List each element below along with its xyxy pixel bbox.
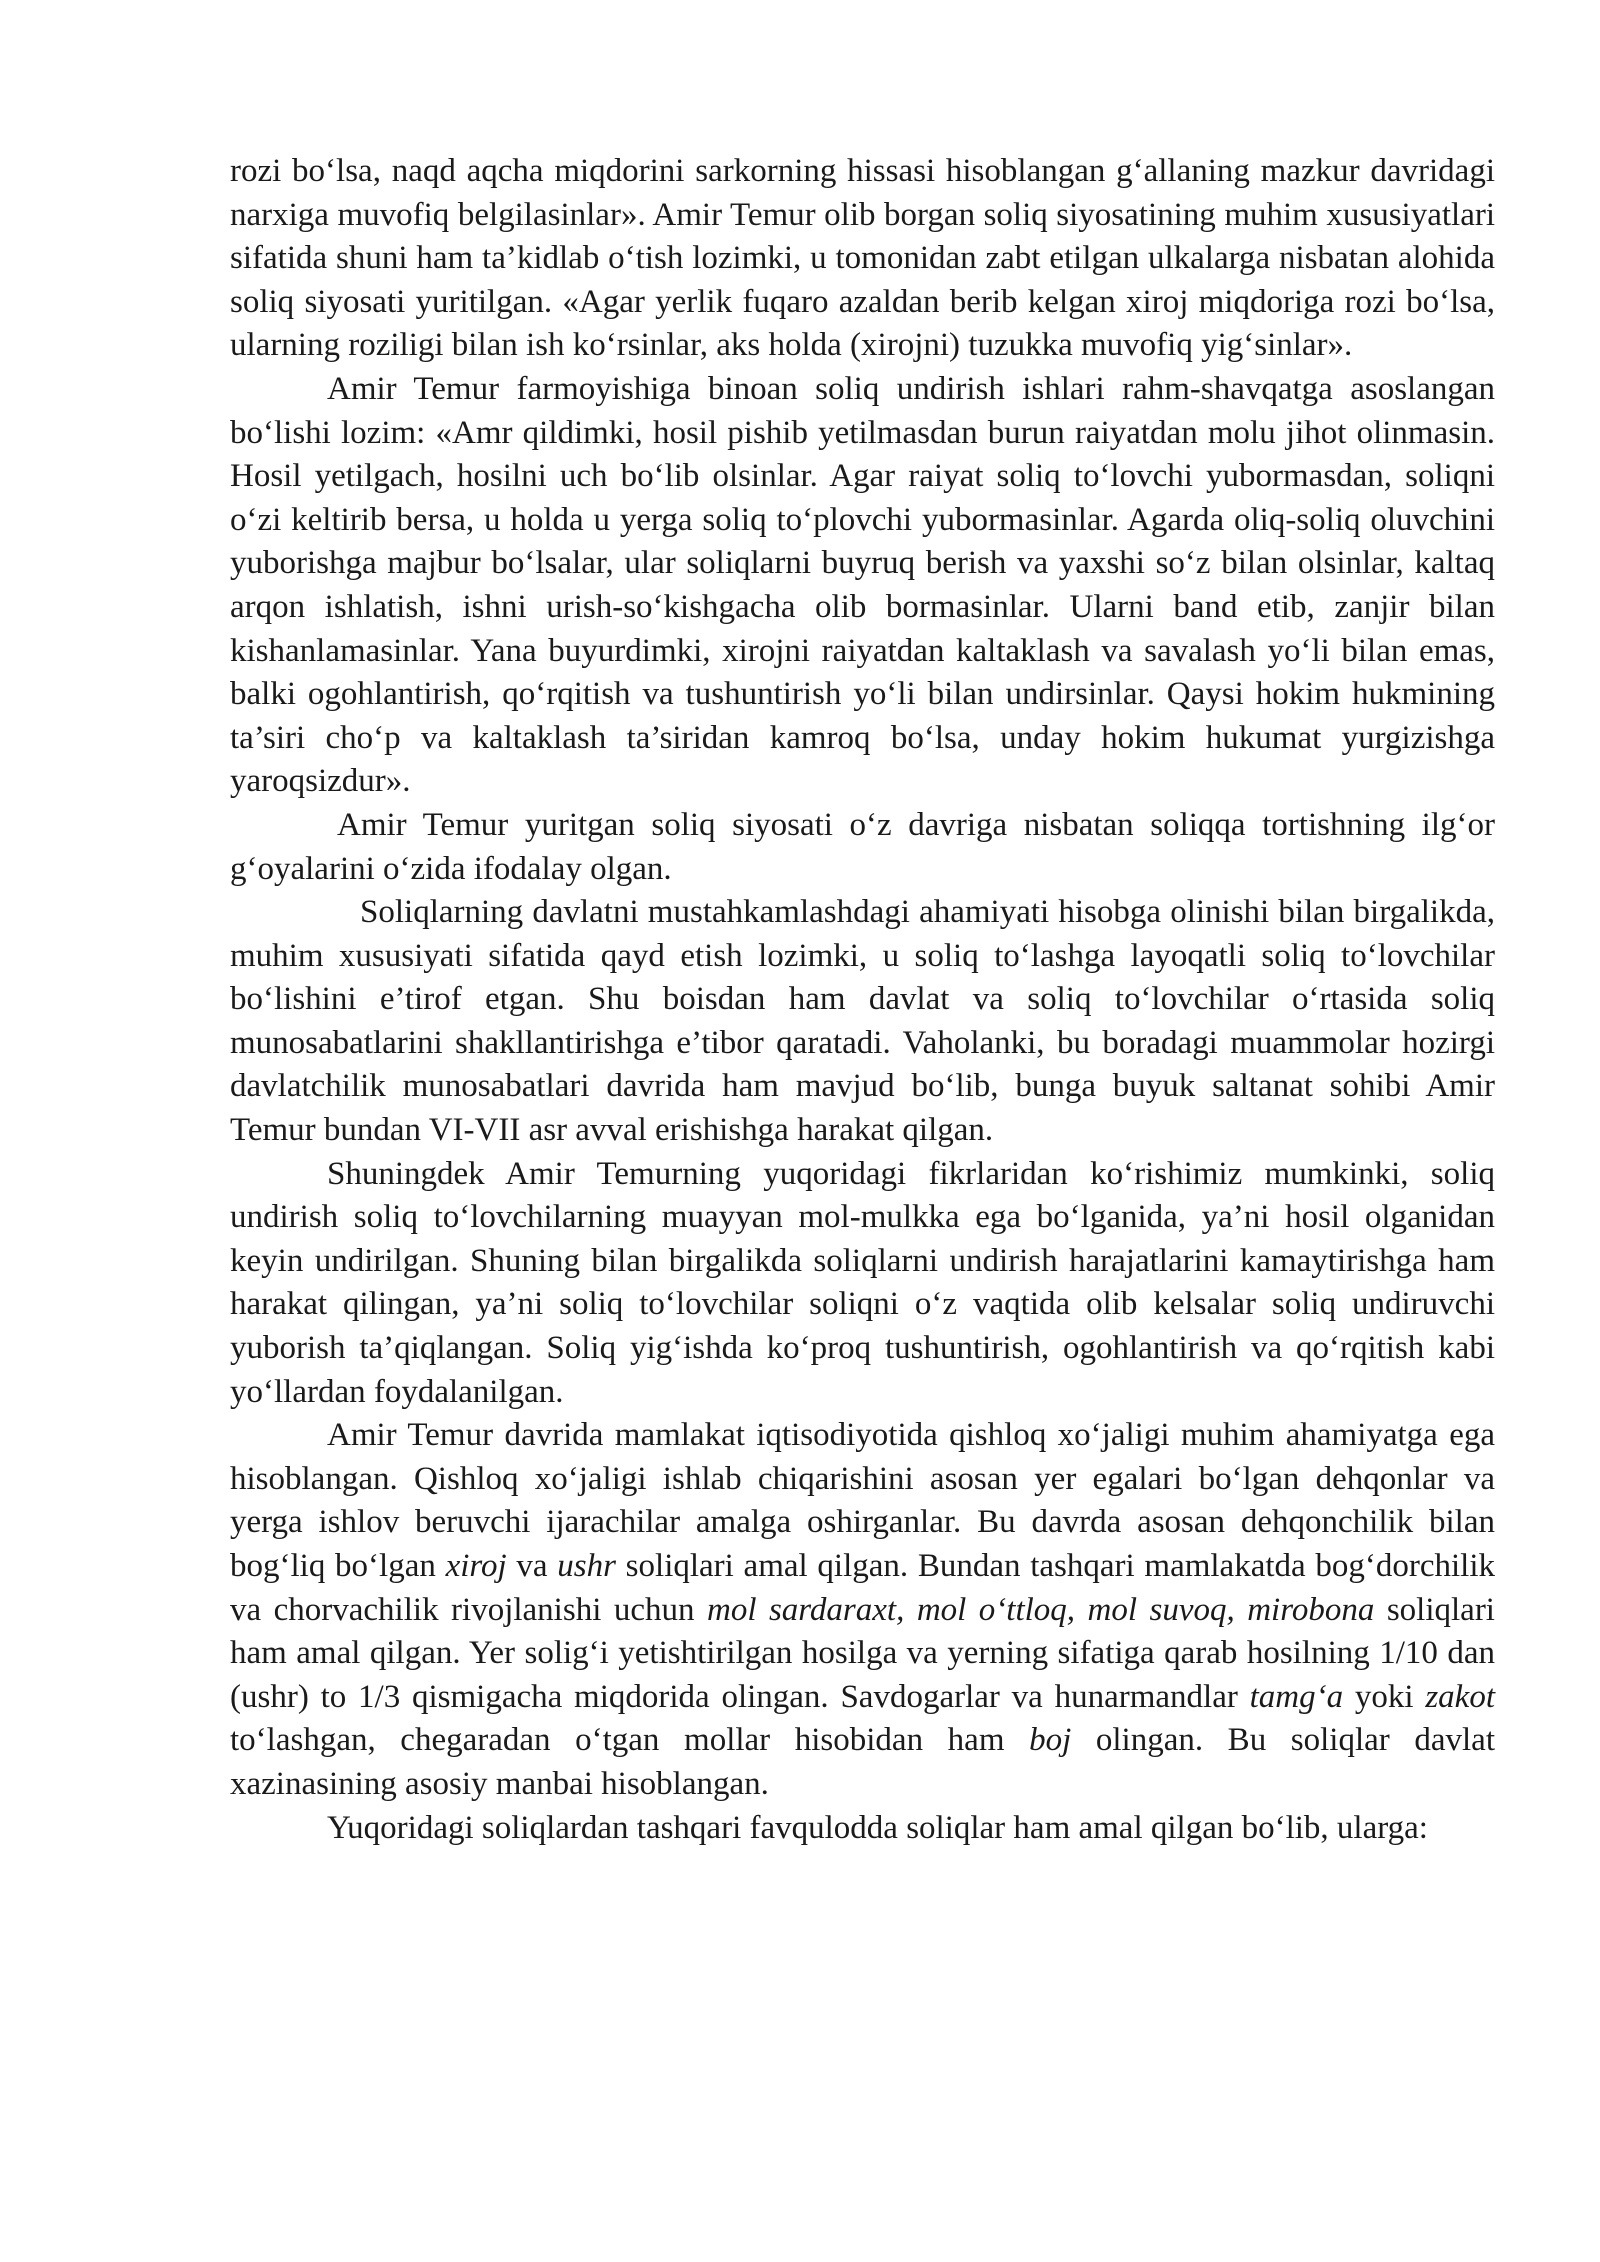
paragraph-1 xyxy=(230,150,1495,368)
paragraph-text: Amir Temur davrida mamlakat iqtisodiyotida qishloq xo‘jaligi muhim ahamiyatga ega hisoblangan. Qishloq xo‘jaligi ishlab chiqarishini asosan yer egalari bo‘lgan dehqonlar va yerga ishlov beruvchi ijarachilar amalga oshirganlar. Bu davrda asosan dehqonchilik bilan bog‘liq bo‘lgan xyxy=(230,1417,1495,1584)
paragraph-text: Yuqoridagi soliqlardan tashqari favqulodda soliqlar ham amal qilgan bo‘lib, ularga: xyxy=(327,1809,1428,1846)
document-page xyxy=(230,150,1495,1850)
paragraph-text: rozi bo‘lsa, naqd aqcha miqdorini sarkorning hissasi hisoblangan g‘allaning mazkur davridagi narxiga muvofiq belgilasinlar». Amir Temur olib borgan soliq siyosatining muhim xususiyatlari sifatida shuni ham ta’kidlab o‘tish lozimki, u tomonidan zabt etilgan ulkalarga nisbatan alohida soliq siyosati yuritilgan. «Agar yerlik fuqaro azaldan berib kelgan xiroj miqdoriga rozi bo‘lsa, ularning roziligi bilan ish ko‘rsinlar, aks holda (xirojni) tuzukka muvofiq yig‘sinlar». xyxy=(230,153,1495,364)
paragraph-text: va xyxy=(506,1548,558,1584)
term-zakot: zakot xyxy=(1425,1678,1496,1715)
paragraph-text: soliqlari ham amal qilgan. Yer solig‘i yetishtirilgan hosilga va yerning sifatiga qarab hosilning 1/10 dan (ushr) to 1/3 qismigacha miqdorida olingan. Savdogarlar va hunarmandlar xyxy=(230,1591,1495,1715)
term-ushr: ushr xyxy=(557,1548,616,1584)
paragraph-text: yoki xyxy=(1343,1678,1426,1715)
term-boj: boj xyxy=(1029,1722,1072,1759)
paragraph-text: Amir Temur farmoyishiga binoan soliq undirish ishlari rahm-shavqatga asoslangan bo‘lishi lozim: «Amr qildimki, hosil pishib yetilmasdan burun raiyatdan molu jihot olinmasin. Hosil yetilgach, hosilni uch bo‘lib olsinlar. Agar raiyat soliq to‘lovchi yubormasdan, soliqni o‘zi keltirib bersa, u holda u yerga soliq to‘plovchi yubormasinlar. Agarda oliq-soliq oluvchini yuborishga majbur bo‘lsalar, ular soliqlarni buyruq berish va yaxshi so‘z bilan olsinlar, kaltaq arqon ishlatish, ishni urish-so‘kishgacha olib bormasinlar. Ularni band etib, zanjir bilan kishanlamasinlar. Yana buyurdimki, xirojni raiyatdan kaltaklash va savalash yo‘li bilan emas, balki ogohlantirish, qo‘rqitish va tushuntirish yo‘li bilan undirsinlar. Qaysi hokim hukmining ta’siri cho‘p va kaltaklash ta’siridan kamroq bo‘lsa, unday hokim hukumat yurgizishga yaroqsizdur». xyxy=(230,370,1495,800)
paragraph-5 xyxy=(230,1153,1495,1415)
term-tamga: tamg‘a xyxy=(1249,1678,1344,1715)
paragraph-text: Soliqlarning davlatni mustahkamlashdagi ahamiyati hisobga olinishi bilan birgalikda, muhim xususiyati sifatida qayd etish lozimki, u soliq to‘lashga layoqatli soliq to‘lovchilar bo‘lishini e’tirof etgan. Shu boisdan ham davlat va soliq to‘lovchilar o‘rtasida soliq munosabatlarini shakllantirishga e’tibor qaratadi. Vaholanki, bu boradagi muammolar hozirgi davlatchilik munosabatlari davrida ham mavjud bo‘lib, bunga buyuk saltanat sohibi Amir Temur bundan VI-VII asr avval erishishga harakat qilgan. xyxy=(230,894,1495,1149)
term-xiroj: xiroj xyxy=(445,1548,507,1584)
paragraph-4 xyxy=(230,891,1495,1153)
paragraph-text: Amir Temur yuritgan soliq siyosati o‘z davriga nisbatan soliqqa tortishning ilg‘or g‘oyalarini o‘zida ifodalay olgan. xyxy=(230,806,1495,887)
paragraph-6 xyxy=(230,1414,1495,1806)
paragraph-text: soliqlari amal qilgan. Bundan tashqari mamlakatda bog‘dorchilik va chorvachilik rivojlanishi uchun xyxy=(230,1548,1496,1628)
paragraph-text: Shuningdek Amir Temurning yuqoridagi fikrlaridan ko‘rishimiz mumkinki, soliq undirish soliq to‘lovchilarning muayyan mol-mulkka ega bo‘lganida, ya’ni hosil olganidan keyin undirilgan. Shuning bilan birgalikda soliqlarni undirish harajatlarini kamaytirishga ham harakat qilingan, ya’ni soliq to‘lovchilar soliqni o‘z vaqtida olib kelsalar soliq undiruvchi yuborish ta’qiqlangan. Soliq yig‘ishda ko‘proq tushuntirish, ogohlantirish va qo‘rqitish kabi yo‘llardan foydalanilgan. xyxy=(230,1155,1495,1410)
paragraph-2 xyxy=(230,368,1495,804)
paragraph-text: to‘lashgan, chegaradan o‘tgan mollar hisobidan ham xyxy=(230,1722,1030,1759)
paragraph-7 xyxy=(230,1807,1495,1851)
term-list-tax-names: mol sardaraxt, mol o‘ttloq, mol suvoq, mirobona xyxy=(706,1591,1375,1628)
paragraph-text: olingan. Bu soliqlar davlat xazinasining asosiy manbai hisoblangan. xyxy=(230,1722,1495,1802)
paragraph-3 xyxy=(230,804,1495,891)
